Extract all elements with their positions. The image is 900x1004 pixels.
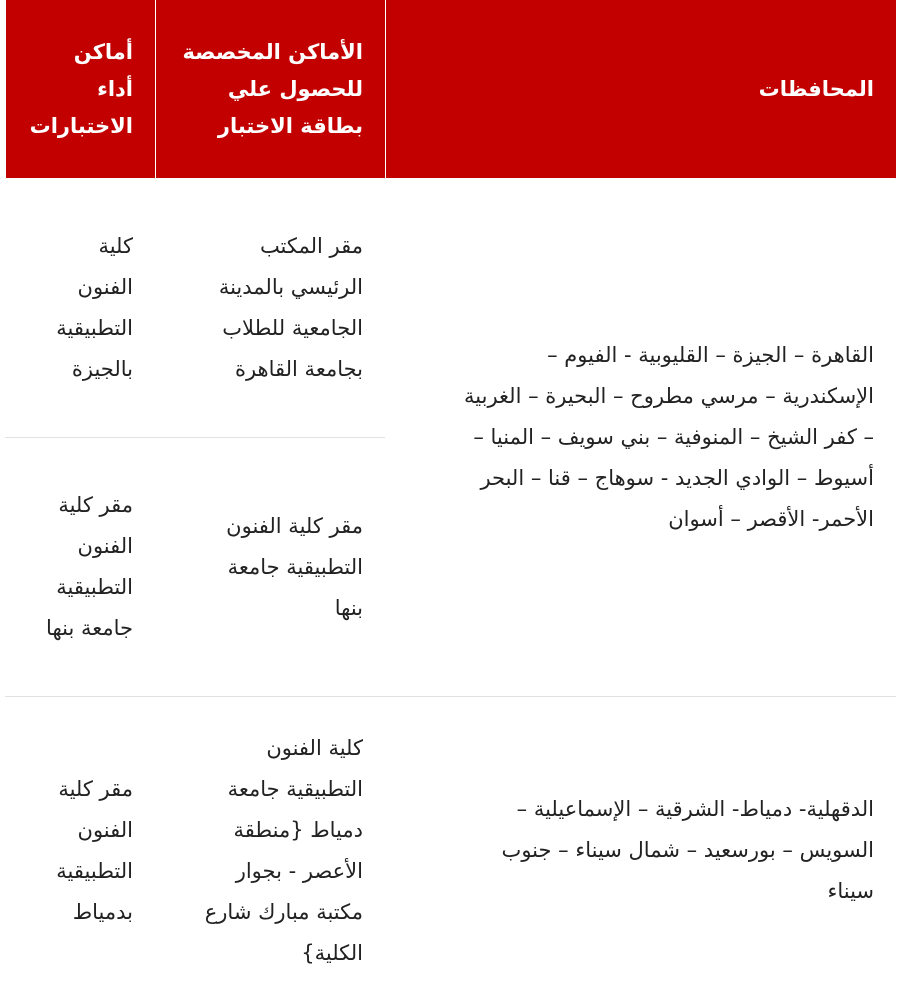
header-card-places (155, 0, 385, 178)
header-exam-places-label: أماكن أداء الاختبارات (29, 39, 133, 138)
governorates-list-3: الدقهلية- دمياط- الشرقية – الإسماعيلية – السويس – بورسعيد – شمال سيناء – جنوب سيناء (501, 797, 874, 903)
table-row-2-card-places (155, 438, 385, 696)
card-place-1: مقر المكتب الرئيسي بالمدينة الجامعية للطلاب بجامعة القاهرة (218, 234, 363, 381)
table-row-1-exam-places (5, 179, 155, 437)
header-governorates-label: المحافظات (758, 76, 874, 101)
table-row-3-exam-places (5, 697, 155, 1004)
exam-place-1: كلية الفنون التطبيقية بالجيزة (56, 234, 133, 381)
table-row-2-exam-places (5, 438, 155, 696)
table-row-3-governorates (385, 697, 896, 1004)
governorates-list-1: القاهرة – الجيزة – القليوبية - الفيوم – الإسكندرية – مرسي مطروح – البحيرة – الغربية – كفر الشيخ – المنوفية – بني سويف – المنيا – أسيوط – الوادي الجديد - سوهاج – قنا – البحر الأحمر- الأقصر – أسوان (464, 343, 874, 531)
card-place-3: كلية الفنون التطبيقية جامعة دمياط {منطقة الأعصر - بجوار مكتبة مبارك شارع الكلية} (204, 735, 363, 965)
header-card-places-label: الأماكن المخصصة للحصول علي بطاقة الاختبار (182, 39, 363, 138)
table-row-3-card-places (155, 697, 385, 1004)
exam-place-3: مقر كلية الفنون التطبيقية بدمياط (56, 776, 133, 924)
card-place-2: مقر كلية الفنون التطبيقية جامعة بنها (226, 513, 363, 620)
header-governorates (385, 0, 896, 178)
exam-place-2: مقر كلية الفنون التطبيقية جامعة بنها (46, 493, 133, 640)
governorates-table (5, 0, 896, 1004)
table-row-1-card-places (155, 179, 385, 437)
table-row-1-governorates (385, 179, 896, 696)
header-exam-places (5, 0, 155, 178)
